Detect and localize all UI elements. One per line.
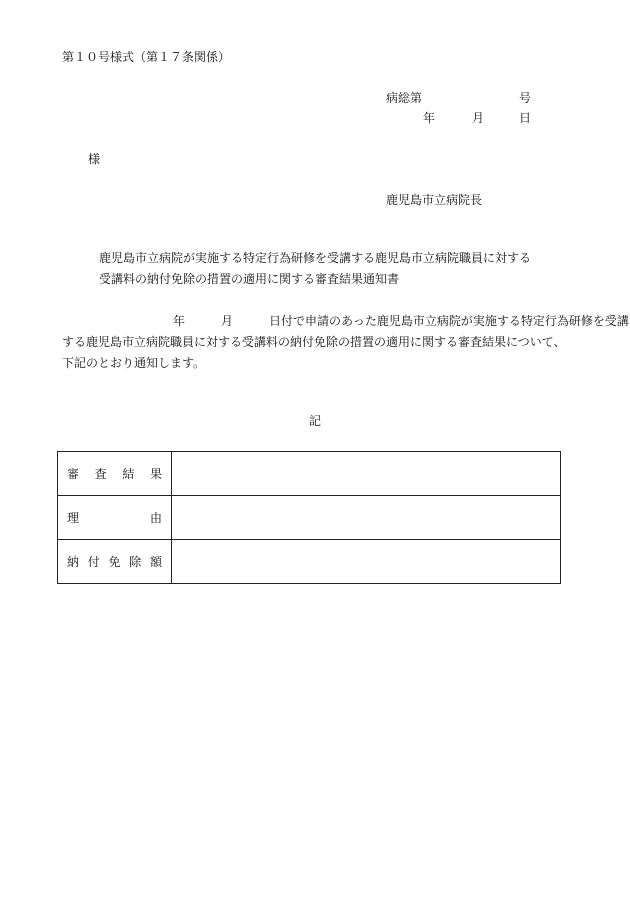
label-char: 額 <box>149 554 162 569</box>
label-char: 査 <box>94 466 107 481</box>
body-month-label: 月 <box>221 314 234 328</box>
table-value-cell-exemption-amount <box>172 540 561 584</box>
body-line-2: する鹿児島市立病院職員に対する受講料の納付免除の措置の適用に関する審査結果について、 <box>62 335 566 349</box>
date-year-label: 年 <box>423 111 436 125</box>
document-title-line-1: 鹿児島市立病院が実施する特定行為研修を受講する鹿児島市立病院職員に対する <box>99 251 532 265</box>
table-row-reason <box>58 496 561 540</box>
table-label-cell <box>58 496 172 540</box>
document-title-line-2: 受講料の納付免除の措置の適用に関する審査結果通知書 <box>99 272 400 286</box>
label-char: 免 <box>108 554 121 569</box>
table-label-cell <box>58 540 172 584</box>
label-char: 納 <box>67 554 80 569</box>
table-row-review-result <box>58 452 561 496</box>
sender-name: 鹿児島市立病院長 <box>386 193 483 207</box>
table-label-cell <box>58 452 172 496</box>
label-char: 由 <box>149 510 162 525</box>
body-line-3: 下記のとおり通知します。 <box>62 356 206 370</box>
doc-number-prefix: 病総第 <box>386 91 423 105</box>
label-char: 理 <box>67 510 80 525</box>
date-day-label: 日 <box>519 111 532 125</box>
label-char: 付 <box>87 554 100 569</box>
label-char: 果 <box>149 466 162 481</box>
table-value-cell-reason <box>172 496 561 540</box>
result-table <box>57 451 561 584</box>
addressee-honorific: 様 <box>88 152 101 166</box>
body-year-label: 年 <box>173 314 186 328</box>
ki-heading: 記 <box>309 414 322 428</box>
body-line-1-text: 日付で申請のあった鹿児島市立病院が実施する特定行為研修を受講 <box>269 314 629 328</box>
label-review-result <box>67 468 162 480</box>
table-value-cell-review-result <box>172 452 561 496</box>
doc-number-suffix: 号 <box>519 91 532 105</box>
label-char: 結 <box>122 466 135 481</box>
label-exemption-amount <box>67 556 162 568</box>
label-char: 審 <box>67 466 80 481</box>
label-reason <box>67 512 162 524</box>
label-char: 除 <box>129 554 142 569</box>
table-row-exemption-amount <box>58 540 561 584</box>
date-month-label: 月 <box>472 111 485 125</box>
form-number: 第１０号様式（第１７条関係） <box>62 50 231 64</box>
